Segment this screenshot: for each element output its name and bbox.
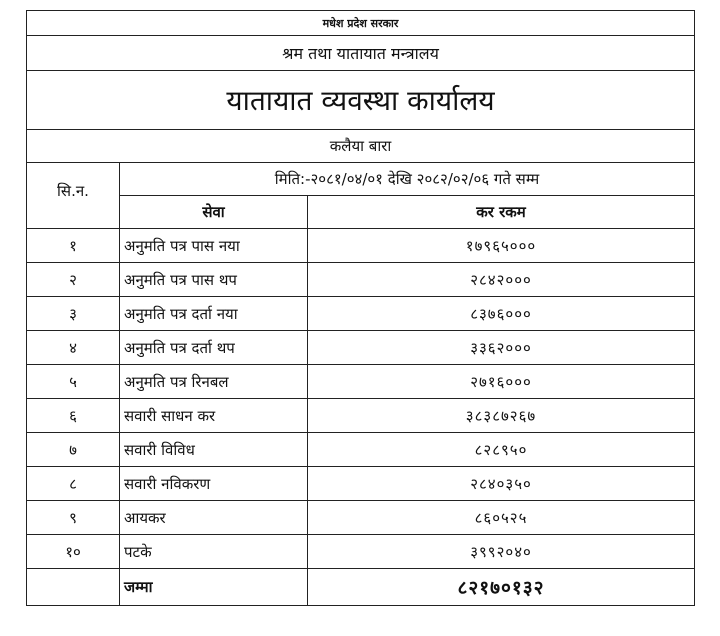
office-row — [27, 71, 695, 130]
province-title: मधेश प्रदेश सरकार — [27, 11, 695, 36]
table-row — [27, 467, 695, 501]
row-service: आयकर — [120, 501, 308, 535]
row-sn: ५ — [27, 365, 120, 399]
row-service: सवारी विविध — [120, 433, 308, 467]
service-column-header: सेवा — [120, 196, 308, 229]
row-amount: १७९६५००० — [308, 229, 695, 263]
location-row — [27, 130, 695, 163]
table-row — [27, 399, 695, 433]
row-amount: २७१६००० — [308, 365, 695, 399]
table-row — [27, 331, 695, 365]
row-amount: २८४२००० — [308, 263, 695, 297]
row-service: अनुमति पत्र दर्ता थप — [120, 331, 308, 365]
total-row — [27, 569, 695, 606]
office-title: यातायात व्यवस्था कार्यालय — [27, 71, 695, 130]
ministry-title: श्रम तथा यातायात मन्त्रालय — [27, 36, 695, 71]
row-sn: ७ — [27, 433, 120, 467]
table-row — [27, 535, 695, 569]
row-service: अनुमति पत्र पास नया — [120, 229, 308, 263]
tax-collection-sheet — [26, 10, 694, 606]
location-title: कलैया बारा — [27, 130, 695, 163]
province-row — [27, 11, 695, 36]
total-sn-cell — [27, 569, 120, 606]
table-row — [27, 263, 695, 297]
row-service: सवारी नविकरण — [120, 467, 308, 501]
column-header-row — [27, 196, 695, 229]
row-service: अनुमति पत्र दर्ता नया — [120, 297, 308, 331]
row-sn: १० — [27, 535, 120, 569]
date-range: मिति:-२०८१/०४/०१ देखि २०८२/०२/०६ गते सम्म — [120, 163, 695, 196]
row-sn: ८ — [27, 467, 120, 501]
row-service: अनुमति पत्र रिनबल — [120, 365, 308, 399]
row-amount: ८२८९५० — [308, 433, 695, 467]
row-amount: ८३७६००० — [308, 297, 695, 331]
row-service: सवारी साधन कर — [120, 399, 308, 433]
row-amount: २८४०३५० — [308, 467, 695, 501]
tax-table — [26, 10, 695, 606]
table-row — [27, 297, 695, 331]
row-sn: ६ — [27, 399, 120, 433]
row-sn: १ — [27, 229, 120, 263]
row-amount: ३८३८७२६७ — [308, 399, 695, 433]
row-sn: ३ — [27, 297, 120, 331]
row-service: अनुमति पत्र पास थप — [120, 263, 308, 297]
row-sn: ४ — [27, 331, 120, 365]
row-sn: ९ — [27, 501, 120, 535]
table-row — [27, 433, 695, 467]
sn-column-header: सि.न. — [27, 163, 120, 229]
total-amount: ८२१७०१३२ — [308, 569, 695, 606]
row-amount: ३३६२००० — [308, 331, 695, 365]
table-row — [27, 501, 695, 535]
row-amount: ८६०५२५ — [308, 501, 695, 535]
ministry-row — [27, 36, 695, 71]
row-sn: २ — [27, 263, 120, 297]
total-label: जम्मा — [120, 569, 308, 606]
amount-column-header: कर रकम — [308, 196, 695, 229]
date-row — [27, 163, 695, 196]
row-amount: ३९९२०४० — [308, 535, 695, 569]
row-service: पटके — [120, 535, 308, 569]
table-row — [27, 365, 695, 399]
table-row — [27, 229, 695, 263]
